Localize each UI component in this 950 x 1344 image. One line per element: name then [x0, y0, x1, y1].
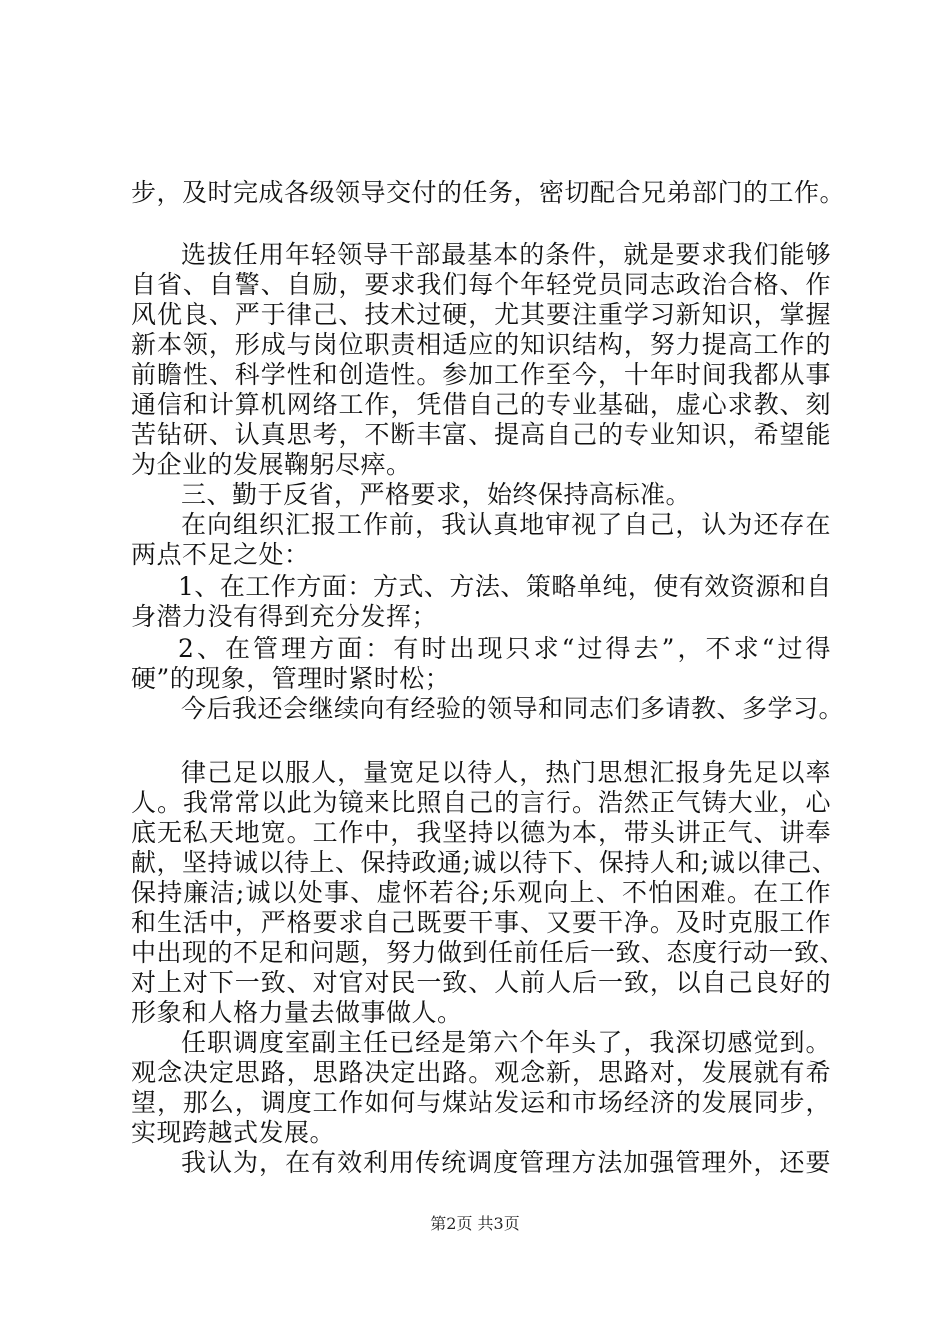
text-line: 为企业的发展鞠躬尽瘁。 [131, 450, 412, 479]
text-line: 硬”的现象，管理时紧时松； [131, 664, 451, 693]
text-line: 苦钻研、认真思考，不断丰富、提高自己的专业知识，希望能 [131, 420, 831, 449]
text-line: 新本领，形成与岗位职责相适应的知识结构，努力提高工作的 [131, 330, 831, 359]
text-line: 中出现的不足和问题，努力做到任前任后一致、态度行动一致、 [131, 938, 846, 967]
text-line: 选拔任用年轻领导干部最基本的条件，就是要求我们能够 [181, 240, 831, 269]
text-line: 在向组织汇报工作前，我认真地审视了自己，认为还存在 [181, 510, 831, 539]
text-line: 我认为，在有效利用传统调度管理方法加强管理外，还要 [181, 1148, 831, 1177]
text-line: 形象和人格力量去做事做人。 [131, 998, 463, 1027]
section-heading: 三、勤于反省，严格要求，始终保持高标准。 [181, 480, 692, 509]
text-line: 律己足以服人，量宽足以待人，热门思想汇报身先足以率 [181, 758, 831, 787]
text-line: 步，及时完成各级领导交付的任务，密切配合兄弟部门的工作。 [131, 178, 846, 207]
text-line: 实现跨越式发展。 [131, 1118, 336, 1147]
text-line: 对上对下一致、对官对民一致、人前人后一致，以自己良好的 [131, 968, 831, 997]
list-item: 1、在工作方面：方式、方法、策略单纯，使有效资源和自 [178, 572, 832, 601]
text-line: 通信和计算机网络工作，凭借自己的专业基础，虚心求教、刻 [131, 390, 831, 419]
text-line: 献，坚持诚以待上、保持政通;诚以待下、保持人和;诚以律己、 [131, 848, 838, 877]
text-line: 两点不足之处： [131, 540, 310, 569]
text-line: 保持廉洁;诚以处事、虚怀若谷;乐观向上、不怕困难。在工作 [131, 878, 831, 907]
text-line: 前瞻性、科学性和创造性。参加工作至今，十年时间我都从事 [131, 360, 831, 389]
text-line: 观念决定思路，思路决定出路。观念新，思路对，发展就有希 [131, 1058, 831, 1087]
list-item: 2、在管理方面：有时出现只求“过得去”，不求“过得 [178, 634, 831, 663]
text-line: 任职调度室副主任已经是第六个年头了，我深切感觉到。 [181, 1028, 831, 1057]
text-line: 底无私天地宽。工作中，我坚持以德为本，带头讲正气、讲奉 [131, 818, 831, 847]
text-line: 自省、自警、自励，要求我们每个年轻党员同志政治合格、作 [131, 270, 831, 299]
text-line: 望，那么，调度工作如何与煤站发运和市场经济的发展同步， [131, 1088, 831, 1117]
page-number-footer: 第2页 共3页 [430, 1214, 520, 1233]
text-line: 风优良、严于律己、技术过硬，尤其要注重学习新知识，掌握 [131, 300, 831, 329]
text-line: 人。我常常以此为镜来比照自己的言行。浩然正气铸大业，心 [131, 788, 831, 817]
text-line: 和生活中，严格要求自己既要干事、又要干净。及时克服工作 [131, 908, 831, 937]
text-line: 今后我还会继续向有经验的领导和同志们多请教、多学习。 [181, 694, 845, 723]
text-line: 身潜力没有得到充分发挥； [131, 602, 438, 631]
